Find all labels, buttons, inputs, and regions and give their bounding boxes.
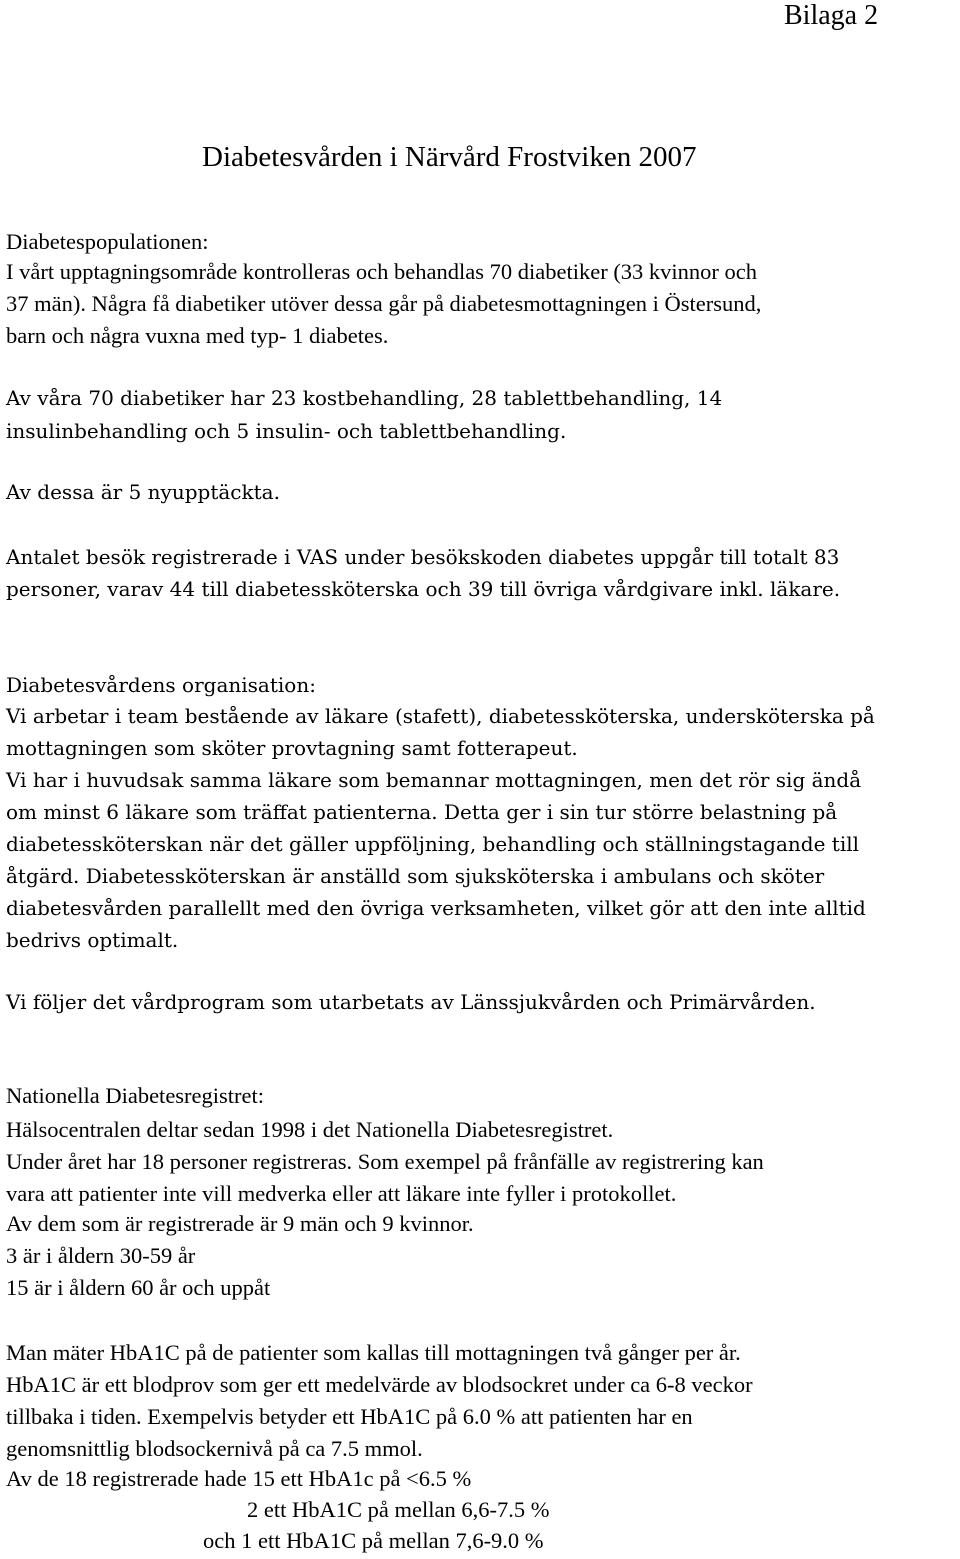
paragraph-line: Vi följer det vårdprogram som utarbetats av Länssjukvården och Primärvården. (6, 990, 816, 1014)
page-title: Diabetesvården i Närvård Frostviken 2007 (202, 141, 697, 173)
paragraph-line: om minst 6 läkare som träffat patienterna. Detta ger i sin tur större belastning på (6, 800, 838, 824)
paragraph-line: Av de 18 registrerade hade 15 ett HbA1c på <6.5 % (6, 1466, 472, 1491)
paragraph-line: barn och några vuxna med typ- 1 diabetes. (6, 323, 389, 348)
paragraph-line: Av dessa är 5 nyupptäckta. (6, 480, 280, 504)
paragraph-line: mottagningen som sköter provtagning samt fotterapeut. (6, 736, 578, 760)
paragraph-line: HbA1C är ett blodprov som ger ett medelvärde av blodsockret under ca 6-8 veckor (6, 1372, 753, 1397)
paragraph-line: Av våra 70 diabetiker har 23 kostbehandling, 28 tablettbehandling, 14 (6, 386, 723, 410)
paragraph-line: vara att patienter inte vill medverka eller att läkare inte fyller i protokollet. (6, 1181, 677, 1206)
section-heading-population: Diabetespopulationen: (6, 229, 209, 254)
paragraph-line: tillbaka i tiden. Exempelvis betyder ett HbA1C på 6.0 % att patienten har en (6, 1404, 693, 1429)
paragraph-line: genomsnittlig blodsockernivå på ca 7.5 mmol. (6, 1436, 423, 1461)
paragraph-line: insulinbehandling och 5 insulin- och tablettbehandling. (6, 419, 567, 443)
paragraph-line: 3 är i åldern 30-59 år (6, 1243, 196, 1268)
paragraph-line: bedrivs optimalt. (6, 928, 179, 952)
paragraph-line: 2 ett HbA1C på mellan 6,6-7.5 % (247, 1497, 550, 1522)
paragraph-line: diabetessköterskan när det gäller uppföljning, behandling och ställningstagande till (6, 832, 860, 856)
page-label: Bilaga 2 (784, 0, 879, 31)
paragraph-line: Vi har i huvudsak samma läkare som bemannar mottagningen, men det rör sig ändå (6, 768, 862, 792)
paragraph-line: personer, varav 44 till diabetessköterska och 39 till övriga vårdgivare inkl. läkare. (6, 577, 841, 601)
paragraph-line: diabetesvården parallellt med den övriga verksamheten, vilket gör att den inte alltid (6, 896, 866, 920)
paragraph-line: åtgärd. Diabetessköterskan är anställd som sjuksköterska i ambulans och sköter (6, 864, 825, 888)
section-heading-registry: Nationella Diabetesregistret: (6, 1083, 265, 1108)
paragraph-line: och 1 ett HbA1C på mellan 7,6-9.0 % (203, 1528, 544, 1553)
paragraph-line: Av dem som är registrerade är 9 män och 9 kvinnor. (6, 1211, 474, 1236)
paragraph-line: Vi arbetar i team bestående av läkare (stafett), diabetessköterska, undersköterska på (6, 704, 875, 728)
paragraph-line: 37 män). Några få diabetiker utöver dessa går på diabetesmottagningen i Östersund, (6, 291, 762, 316)
paragraph-line: I vårt upptagningsområde kontrolleras och behandlas 70 diabetiker (33 kvinnor och (6, 259, 758, 284)
section-heading-organisation: Diabetesvårdens organisation: (6, 673, 316, 697)
paragraph-line: 15 är i åldern 60 år och uppåt (6, 1275, 271, 1300)
paragraph-line: Antalet besök registrerade i VAS under besökskoden diabetes uppgår till totalt 83 (6, 545, 840, 569)
paragraph-line: Hälsocentralen deltar sedan 1998 i det Nationella Diabetesregistret. (6, 1117, 614, 1142)
paragraph-line: Man mäter HbA1C på de patienter som kallas till mottagningen två gånger per år. (6, 1340, 741, 1365)
paragraph-line: Under året har 18 personer registreras. Som exempel på frånfälle av registrering kan (6, 1149, 764, 1174)
